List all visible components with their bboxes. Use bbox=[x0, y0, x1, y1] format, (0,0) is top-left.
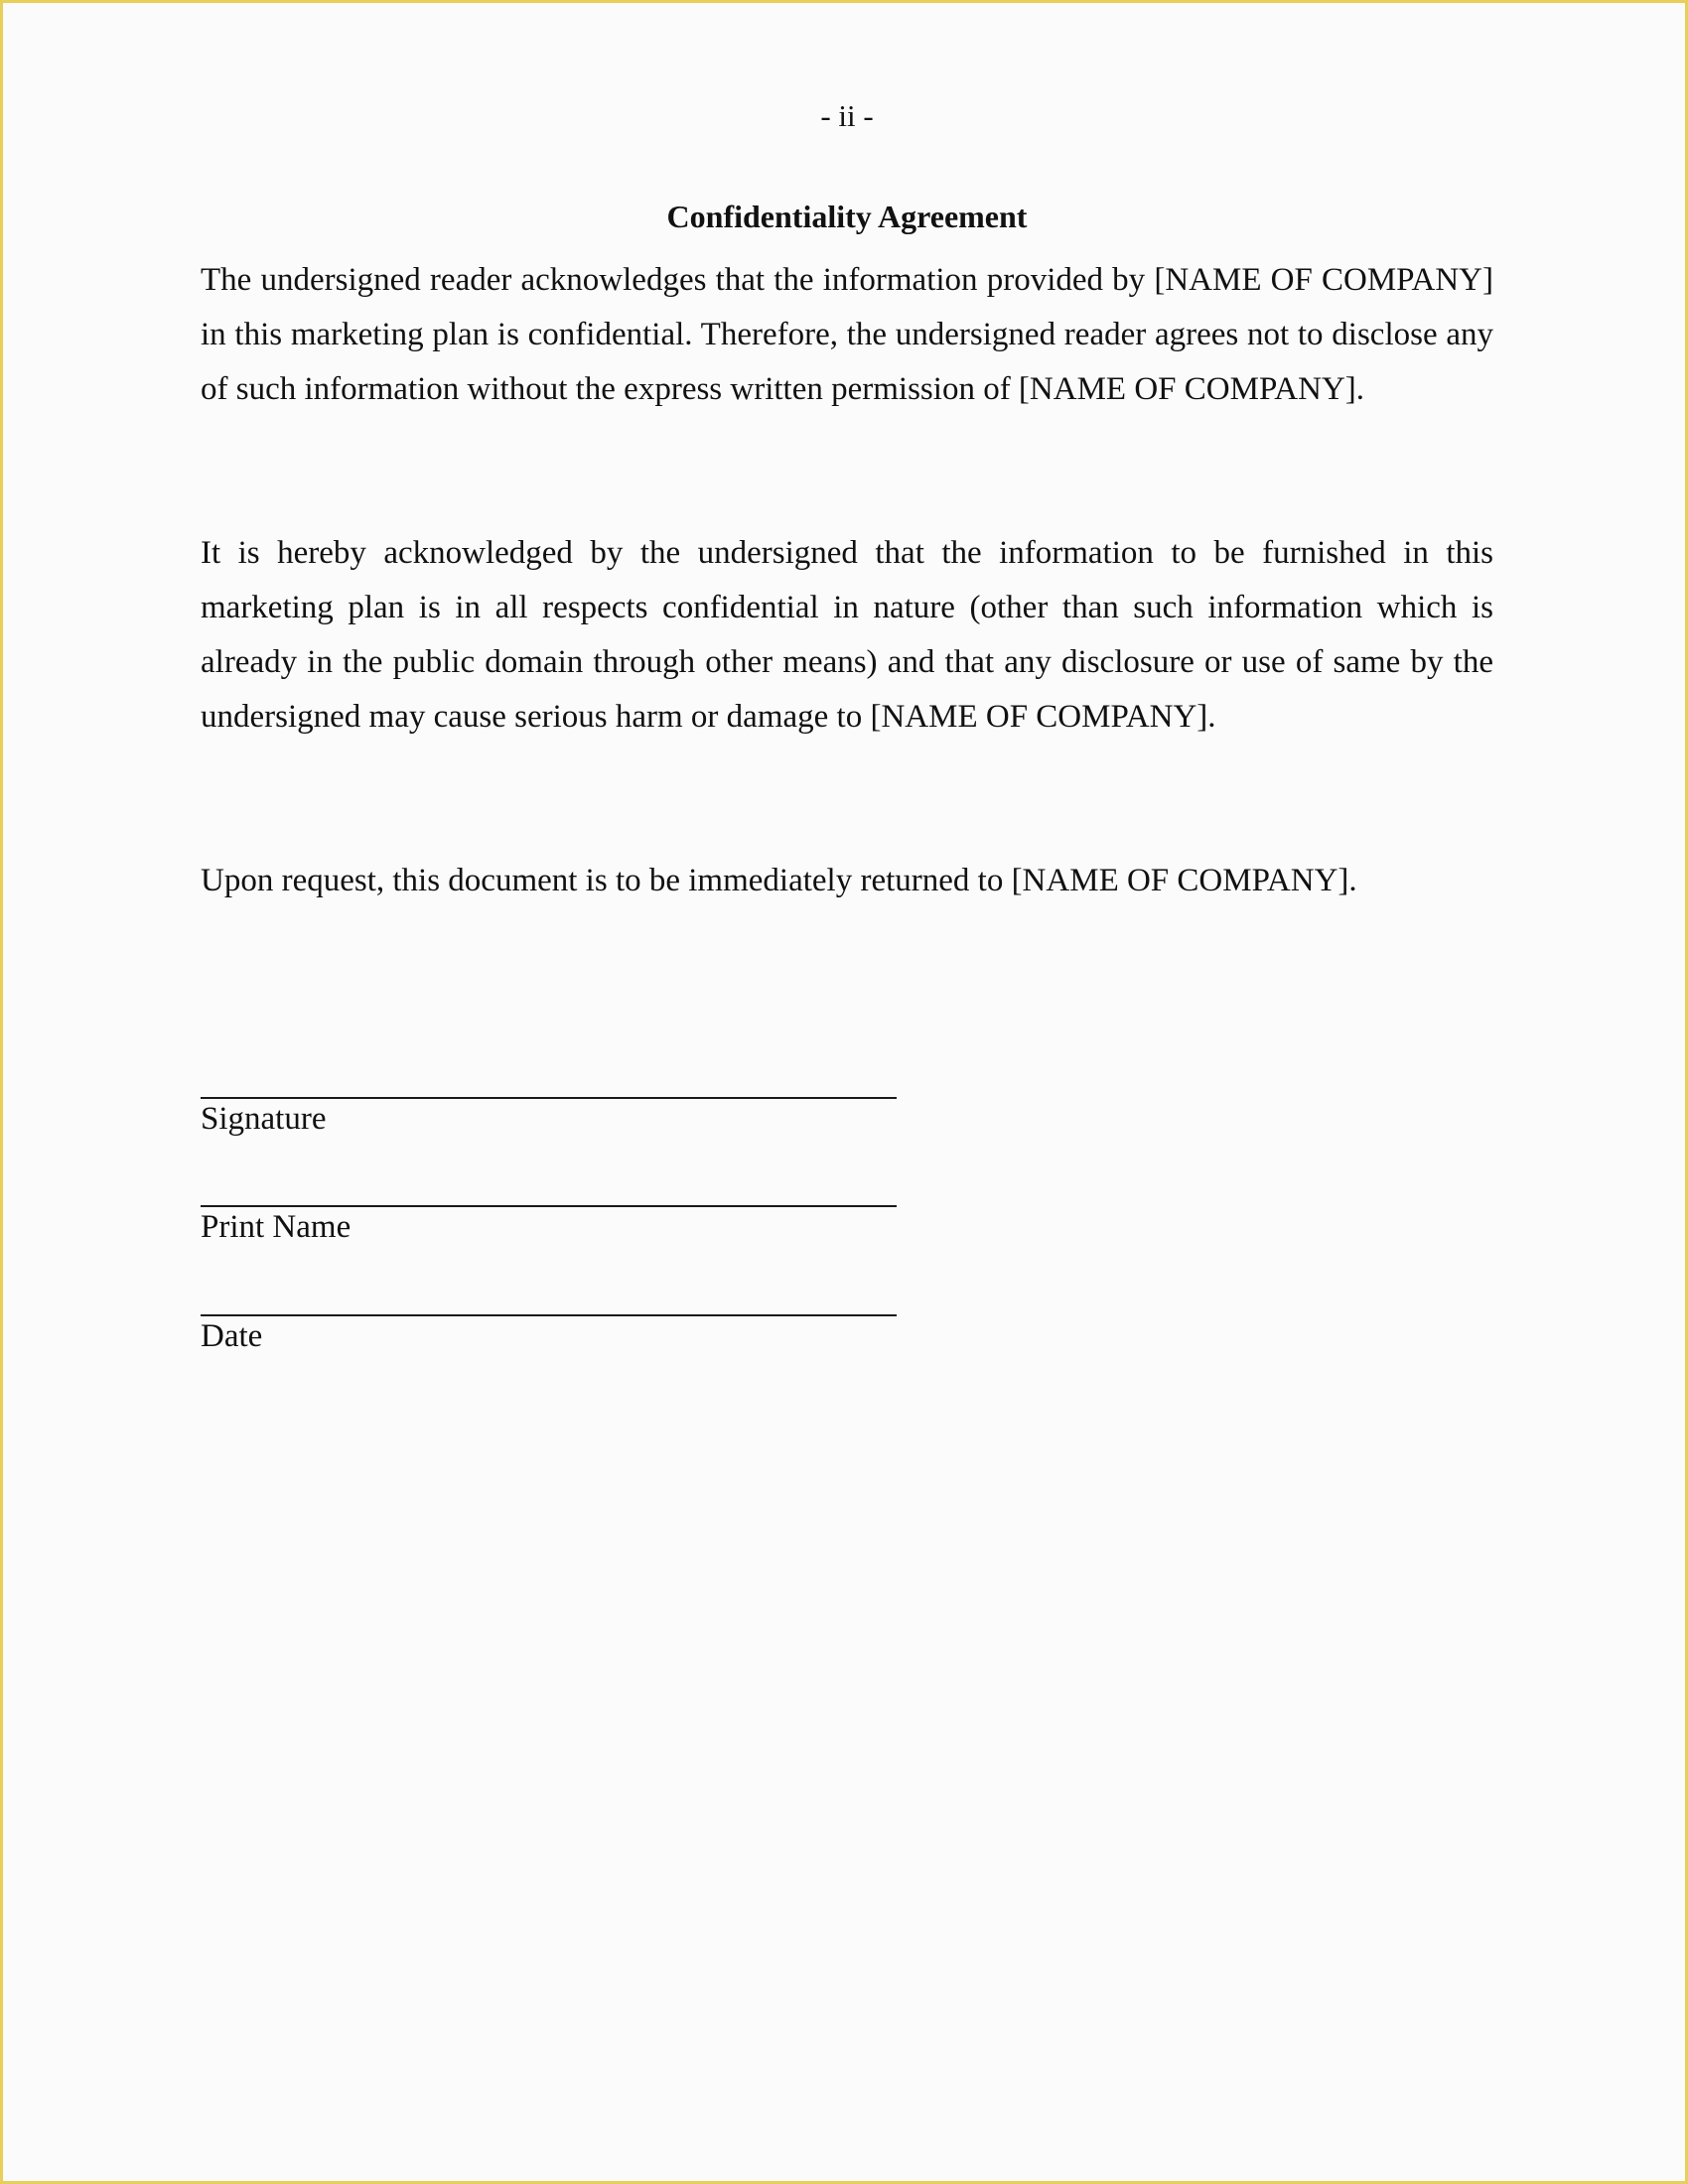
date-line[interactable] bbox=[201, 1314, 897, 1316]
document-title: Confidentiality Agreement bbox=[666, 199, 1028, 234]
paragraph-return-document: Upon request, this document is to be immediately returned to [NAME OF COMPANY]. bbox=[201, 863, 1357, 898]
paragraph-confidential-nature: It is hereby acknowledged by the undersigned that the information to be furnished in this marketing plan is in all respects confidential in nature (other than such information which is already in the public domain through other means) and that any disclosure or use of same by the undersigned may cause serious harm or damage to [NAME OF COMPANY]. bbox=[201, 535, 1493, 735]
paragraph-acknowledgement: The undersigned reader acknowledges that the information provided by [NAME OF COMPANY] in this marketing plan is confidential. Therefore, the undersigned reader agrees not to disclose any of such information without the express written permission of [NAME OF COMPANY]. bbox=[201, 262, 1493, 407]
signature-label: Signature bbox=[201, 1101, 327, 1137]
print-name-label: Print Name bbox=[201, 1209, 352, 1245]
date-label: Date bbox=[201, 1318, 263, 1354]
page-number: - ii - bbox=[820, 98, 874, 133]
